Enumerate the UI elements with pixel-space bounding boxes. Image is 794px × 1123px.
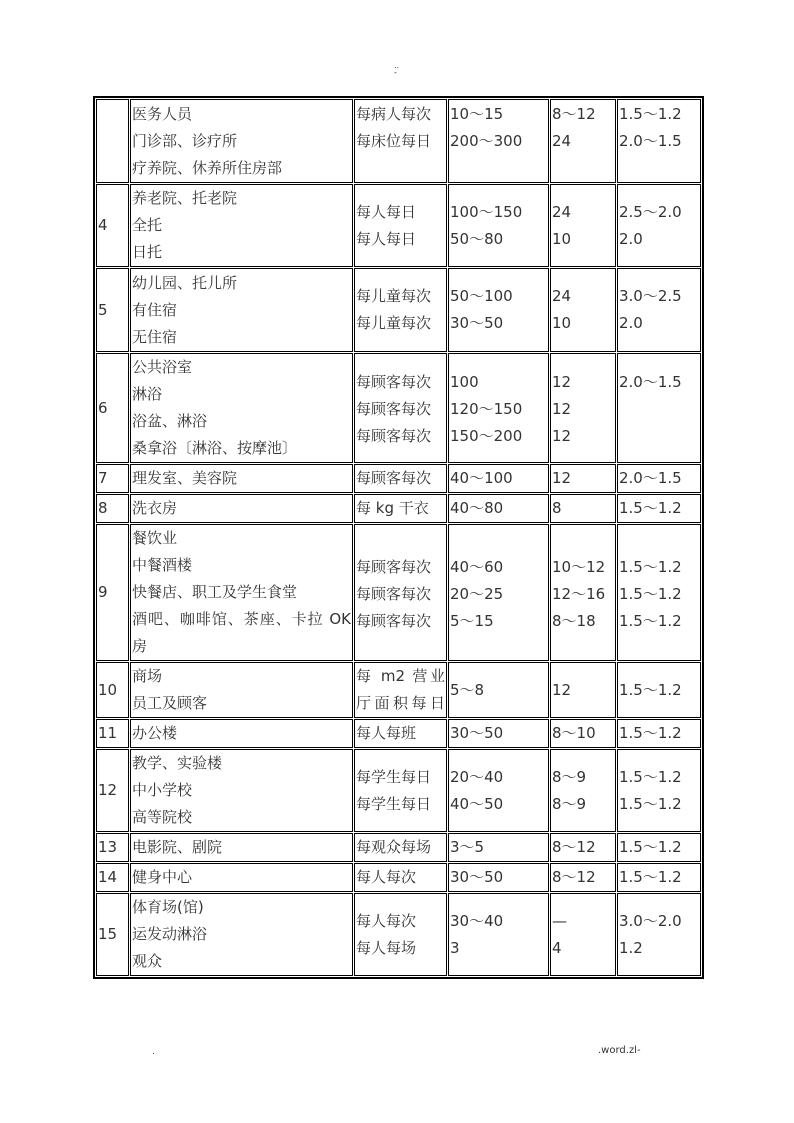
row-number bbox=[96, 268, 129, 352]
coefficient-line: 1.5～1.2 bbox=[619, 724, 682, 742]
row-number bbox=[96, 353, 129, 463]
category-line: 公共浴室 bbox=[132, 358, 193, 376]
category-line: 淋浴 bbox=[132, 385, 163, 403]
hours-cell bbox=[550, 833, 616, 862]
category-line: 办公楼 bbox=[132, 724, 178, 742]
category-line: 健身中心 bbox=[132, 868, 193, 886]
row-number-text: 13 bbox=[98, 838, 118, 856]
quota-cell bbox=[448, 662, 549, 718]
row-number-text: 14 bbox=[98, 868, 118, 886]
unit-line: 每顾客每次 bbox=[356, 469, 432, 487]
unit-line: 每人每日 bbox=[356, 230, 417, 248]
quota-line: 100 bbox=[450, 373, 479, 391]
category-cell bbox=[130, 524, 353, 661]
unit-cell bbox=[354, 524, 447, 661]
quota-line: 40～80 bbox=[450, 499, 504, 517]
coefficient-cell bbox=[617, 833, 701, 862]
quota-line: 30～50 bbox=[450, 724, 504, 742]
unit-line: 每 kg 干衣 bbox=[356, 499, 429, 517]
row-number bbox=[96, 719, 129, 748]
page-header-mark bbox=[394, 62, 399, 76]
category-line: 高等院校 bbox=[132, 808, 193, 826]
unit-line: 每顾客每次 bbox=[356, 427, 432, 445]
unit-line: 每观众每场 bbox=[356, 838, 432, 856]
category-cell bbox=[130, 863, 353, 892]
quota-cell bbox=[448, 99, 549, 183]
unit-line: 每顾客每次 bbox=[356, 373, 432, 391]
hours-line: 10 bbox=[552, 314, 572, 332]
quota-cell bbox=[448, 494, 549, 523]
table-row bbox=[96, 268, 701, 352]
category-cell bbox=[130, 749, 353, 832]
hours-line: 12～16 bbox=[552, 585, 606, 603]
row-number-text: 6 bbox=[98, 398, 108, 417]
unit-line: 每床位每日 bbox=[356, 132, 432, 150]
coefficient-line: 2.0～1.5 bbox=[619, 373, 682, 391]
unit-cell bbox=[354, 749, 447, 832]
row-number bbox=[96, 99, 129, 183]
category-line: 无住宿 bbox=[132, 327, 178, 346]
hours-line: 8～12 bbox=[552, 868, 596, 886]
category-line: 理发室、美容院 bbox=[132, 469, 238, 487]
quota-cell bbox=[448, 893, 549, 976]
unit-line: 每学生每日 bbox=[356, 768, 432, 786]
row-number-text: 7 bbox=[98, 469, 108, 487]
row-number-text: 11 bbox=[98, 724, 118, 742]
table-row bbox=[96, 893, 701, 976]
quota-line: 40～100 bbox=[450, 469, 513, 487]
coefficient-cell bbox=[617, 494, 701, 523]
coefficient-cell bbox=[617, 464, 701, 493]
row-number bbox=[96, 184, 129, 267]
hours-cell bbox=[550, 353, 616, 463]
quota-line: 150～200 bbox=[450, 427, 523, 445]
coefficient-line: 3.0～2.5 bbox=[619, 287, 682, 305]
category-line: 商场 bbox=[132, 667, 163, 685]
hours-line: 4 bbox=[552, 939, 562, 957]
category-line: 日托 bbox=[132, 243, 163, 261]
category-line: 酒吧、咖啡馆、茶座、卡拉 OK bbox=[132, 610, 351, 628]
unit-line: 每顾客每次 bbox=[356, 400, 432, 418]
header-mark-top: .. bbox=[394, 61, 400, 70]
quota-line: 120～150 bbox=[450, 400, 523, 418]
unit-cell bbox=[354, 863, 447, 892]
unit-line: 厅面积每日 bbox=[356, 694, 445, 712]
coefficient-cell bbox=[617, 893, 701, 976]
unit-line: 每病人每次 bbox=[356, 105, 432, 123]
category-cell bbox=[130, 893, 353, 976]
hours-line: 12 bbox=[552, 427, 572, 445]
hours-cell bbox=[550, 184, 616, 267]
row-number bbox=[96, 494, 129, 523]
hours-line: 8～9 bbox=[552, 768, 587, 786]
table-row bbox=[96, 184, 701, 267]
unit-line: 每儿童每次 bbox=[356, 287, 432, 305]
hours-line: 8～12 bbox=[552, 838, 596, 856]
coefficient-line: 1.5～1.2 bbox=[619, 680, 682, 699]
hours-cell bbox=[550, 464, 616, 493]
category-line: 餐饮业 bbox=[132, 529, 178, 547]
category-cell bbox=[130, 662, 353, 718]
coefficient-line: 2.0 bbox=[619, 314, 643, 332]
category-line: 养老院、托老院 bbox=[132, 189, 238, 207]
category-cell bbox=[130, 494, 353, 523]
category-line: 门诊部、诊疗所 bbox=[132, 131, 238, 150]
category-line: 医务人员 bbox=[132, 104, 193, 123]
hours-cell bbox=[550, 268, 616, 352]
row-number bbox=[96, 749, 129, 832]
quota-line: 40～60 bbox=[450, 558, 504, 576]
hours-line: 8～9 bbox=[552, 795, 587, 813]
coefficient-cell bbox=[617, 268, 701, 352]
quota-cell bbox=[448, 833, 549, 862]
category-line: 体育场(馆) bbox=[132, 898, 204, 916]
coefficient-line: 1.5～1.2 bbox=[619, 768, 682, 786]
coefficient-cell bbox=[617, 353, 701, 463]
coefficient-line: 2.0～1.5 bbox=[619, 469, 682, 487]
quota-line: 20～40 bbox=[450, 768, 504, 786]
quota-cell bbox=[448, 464, 549, 493]
row-number-text: 8 bbox=[98, 499, 108, 517]
unit-line: 每人每场 bbox=[356, 939, 417, 957]
table-body bbox=[96, 99, 701, 976]
hours-cell bbox=[550, 719, 616, 748]
coefficient-cell bbox=[617, 749, 701, 832]
unit-cell bbox=[354, 99, 447, 183]
hours-cell bbox=[550, 524, 616, 661]
hours-cell bbox=[550, 893, 616, 976]
row-number-text: 4 bbox=[98, 216, 108, 234]
hours-cell bbox=[550, 99, 616, 183]
table-row bbox=[96, 719, 701, 748]
hours-line: 12 bbox=[552, 680, 572, 699]
unit-line: 每顾客每次 bbox=[356, 612, 432, 630]
quota-line: 20～25 bbox=[450, 585, 504, 603]
category-cell bbox=[130, 833, 353, 862]
unit-cell bbox=[354, 494, 447, 523]
category-line: 电影院、剧院 bbox=[132, 838, 223, 856]
hours-cell bbox=[550, 662, 616, 718]
unit-line: 每儿童每次 bbox=[356, 314, 432, 332]
coefficient-line: 2.5～2.0 bbox=[619, 203, 682, 221]
category-cell bbox=[130, 99, 353, 183]
row-number bbox=[96, 833, 129, 862]
hours-line: 24 bbox=[552, 203, 572, 221]
unit-line: 每顾客每次 bbox=[356, 558, 432, 576]
row-number bbox=[96, 662, 129, 718]
category-cell bbox=[130, 268, 353, 352]
category-line: 运发动淋浴 bbox=[132, 925, 208, 943]
table-row bbox=[96, 833, 701, 862]
hours-line: 24 bbox=[552, 132, 572, 150]
coefficient-line: 1.5～1.2 bbox=[619, 499, 682, 517]
hours-line: 8 bbox=[552, 499, 562, 517]
category-line: 有住宿 bbox=[132, 300, 178, 319]
table-row bbox=[96, 353, 701, 463]
table-row bbox=[96, 662, 701, 718]
row-number bbox=[96, 524, 129, 661]
quota-cell bbox=[448, 863, 549, 892]
hours-line: 8～18 bbox=[552, 612, 596, 630]
hours-line: 8～10 bbox=[552, 724, 596, 742]
unit-cell bbox=[354, 662, 447, 718]
category-line: 桑拿浴〔淋浴、按摩池〕 bbox=[132, 439, 298, 457]
table-row bbox=[96, 863, 701, 892]
coefficient-cell bbox=[617, 662, 701, 718]
category-cell bbox=[130, 184, 353, 267]
footer-left-mark: . bbox=[152, 1047, 155, 1057]
quota-line: 30～40 bbox=[450, 912, 504, 930]
unit-line: 每人每次 bbox=[356, 868, 417, 886]
quota-line: 50～100 bbox=[450, 287, 513, 305]
hours-cell bbox=[550, 494, 616, 523]
coefficient-cell bbox=[617, 719, 701, 748]
category-cell bbox=[130, 719, 353, 748]
quota-cell bbox=[448, 268, 549, 352]
row-number-text: 12 bbox=[98, 781, 118, 799]
row-number bbox=[96, 464, 129, 493]
table-row bbox=[96, 494, 701, 523]
coefficient-cell bbox=[617, 863, 701, 892]
coefficient-line: 1.5～1.2 bbox=[619, 868, 682, 886]
quota-line: 50～80 bbox=[450, 230, 504, 248]
unit-cell bbox=[354, 353, 447, 463]
hours-line: 8～12 bbox=[552, 105, 596, 123]
row-number-text: 15 bbox=[98, 925, 118, 943]
unit-cell bbox=[354, 184, 447, 267]
table-row bbox=[96, 99, 701, 183]
unit-line: 每顾客每次 bbox=[356, 585, 432, 603]
category-cell bbox=[130, 353, 353, 463]
category-line: 洗衣房 bbox=[132, 499, 178, 517]
quota-line: 10～15 bbox=[450, 105, 504, 123]
unit-cell bbox=[354, 893, 447, 976]
coefficient-line: 1.5～1.2 bbox=[619, 105, 682, 123]
table-row bbox=[96, 464, 701, 493]
category-line: 教学、实验楼 bbox=[132, 754, 223, 772]
table-row bbox=[96, 524, 701, 661]
quota-line: 100～150 bbox=[450, 203, 523, 221]
hours-line: — bbox=[552, 912, 567, 930]
coefficient-line: 2.0 bbox=[619, 230, 643, 248]
hours-line: 12 bbox=[552, 400, 572, 418]
category-line: 快餐店、职工及学生食堂 bbox=[132, 583, 298, 601]
hours-cell bbox=[550, 863, 616, 892]
row-number-text: 5 bbox=[98, 300, 108, 319]
coefficient-line: 1.5～1.2 bbox=[619, 838, 682, 856]
hours-line: 10 bbox=[552, 230, 572, 248]
quota-line: 30～50 bbox=[450, 868, 504, 886]
coefficient-line: 2.0～1.5 bbox=[619, 132, 682, 150]
hours-cell bbox=[550, 749, 616, 832]
coefficient-line: 1.2 bbox=[619, 939, 643, 957]
unit-line: 每人每次 bbox=[356, 912, 417, 930]
category-line: 幼儿园、托儿所 bbox=[132, 273, 238, 292]
quota-line: 200～300 bbox=[450, 132, 523, 150]
unit-line: 每 m2 营业 bbox=[356, 667, 445, 685]
hours-line: 12 bbox=[552, 373, 572, 391]
quota-cell bbox=[448, 524, 549, 661]
category-line: 房 bbox=[132, 637, 148, 655]
quota-line: 30～50 bbox=[450, 314, 504, 332]
unit-cell bbox=[354, 464, 447, 493]
coefficient-cell bbox=[617, 184, 701, 267]
row-number bbox=[96, 863, 129, 892]
coefficient-line: 1.5～1.2 bbox=[619, 612, 682, 630]
quota-cell bbox=[448, 353, 549, 463]
quota-line: 5～15 bbox=[450, 612, 494, 630]
category-cell bbox=[130, 464, 353, 493]
footer-source-mark: .word.zl- bbox=[598, 1045, 641, 1056]
quota-line: 40～50 bbox=[450, 795, 504, 813]
coefficient-cell bbox=[617, 99, 701, 183]
hours-line: 24 bbox=[552, 287, 572, 305]
quota-line: 3 bbox=[450, 939, 460, 957]
category-line: 疗养院、休养所住房部 bbox=[132, 158, 283, 177]
table-row bbox=[96, 749, 701, 832]
unit-line: 每学生每日 bbox=[356, 795, 432, 813]
coefficient-line: 1.5～1.2 bbox=[619, 585, 682, 603]
quota-line: 3～5 bbox=[450, 838, 485, 856]
quota-cell bbox=[448, 749, 549, 832]
coefficient-cell bbox=[617, 524, 701, 661]
unit-line: 每人每班 bbox=[356, 724, 417, 742]
unit-cell bbox=[354, 719, 447, 748]
unit-cell bbox=[354, 833, 447, 862]
category-line: 中餐酒楼 bbox=[132, 556, 193, 574]
quota-line: 5～8 bbox=[450, 680, 485, 699]
water-quota-table bbox=[93, 96, 704, 979]
quota-cell bbox=[448, 184, 549, 267]
hours-line: 12 bbox=[552, 469, 572, 487]
category-line: 全托 bbox=[132, 216, 163, 234]
unit-cell bbox=[354, 268, 447, 352]
category-line: 浴盆、淋浴 bbox=[132, 412, 208, 430]
coefficient-line: 3.0～2.0 bbox=[619, 912, 682, 930]
coefficient-line: 1.5～1.2 bbox=[619, 558, 682, 576]
category-line: 观众 bbox=[132, 952, 163, 970]
row-number-text: 10 bbox=[98, 680, 118, 699]
category-line: 员工及顾客 bbox=[132, 694, 208, 712]
category-line: 中小学校 bbox=[132, 781, 193, 799]
coefficient-line: 1.5～1.2 bbox=[619, 795, 682, 813]
hours-line: 10～12 bbox=[552, 558, 606, 576]
header-mark-bottom: - bbox=[394, 68, 397, 77]
row-number bbox=[96, 893, 129, 976]
row-number-text: 9 bbox=[98, 583, 108, 601]
quota-cell bbox=[448, 719, 549, 748]
unit-line: 每人每日 bbox=[356, 203, 417, 221]
